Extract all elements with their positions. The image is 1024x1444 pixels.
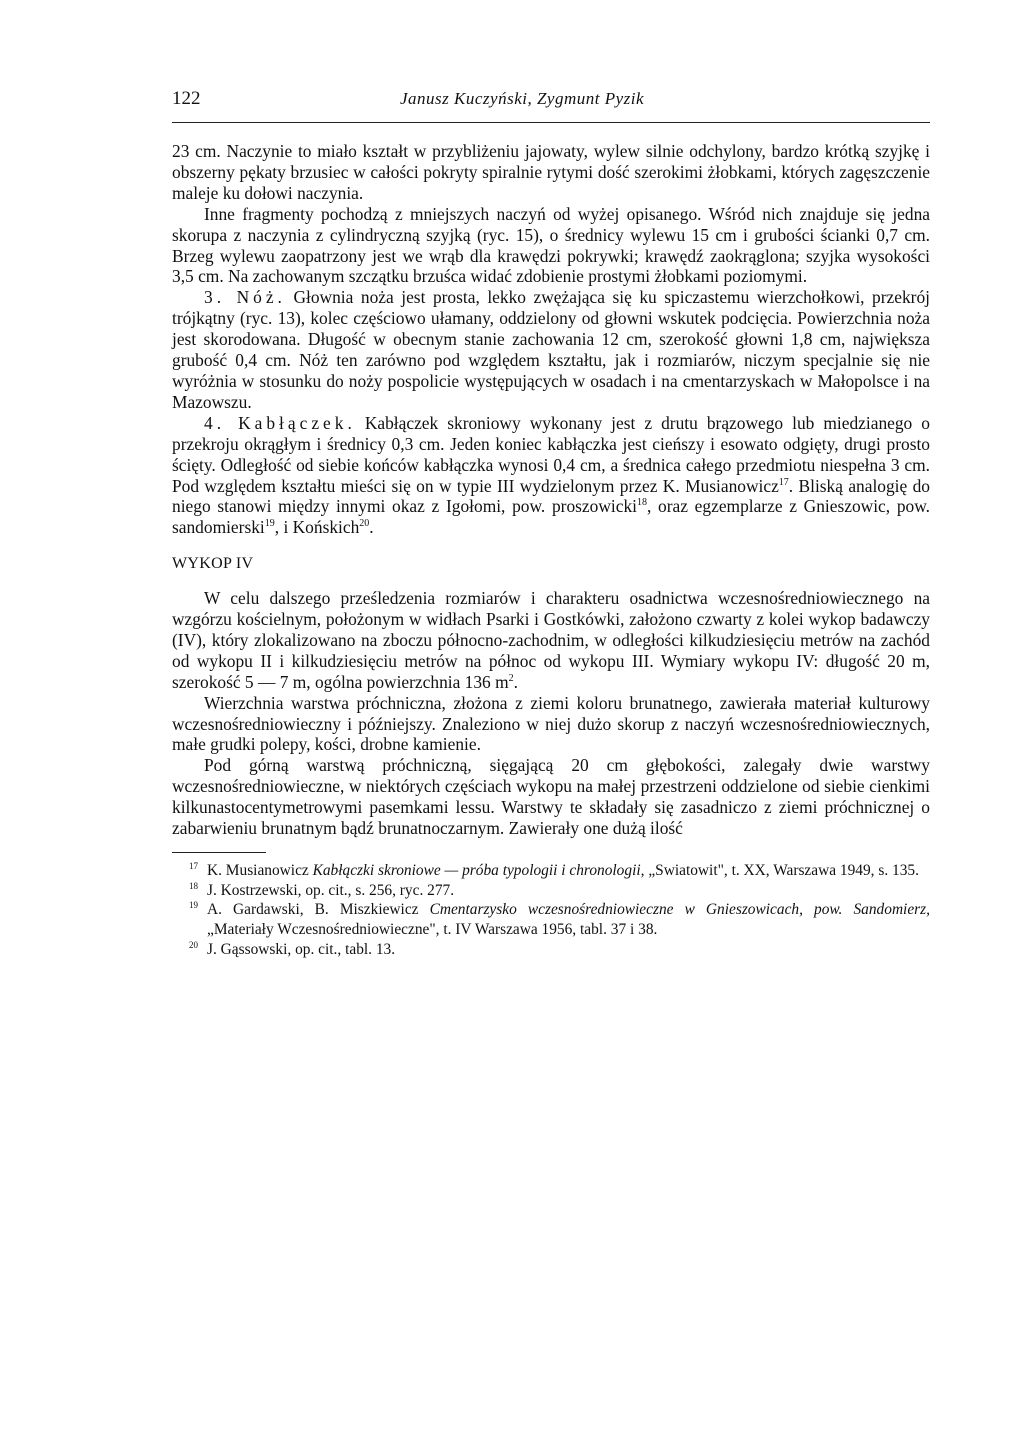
footnote	[172, 900, 930, 939]
footnote-text	[207, 881, 930, 901]
paragraph-text: , i Końskich	[274, 517, 360, 538]
paragraph	[172, 287, 930, 412]
paragraph: Wierzchnia warstwa próchniczna, złożona z ziemi koloru brunatnego, zawierała materiał kulturowy wczesnośredniowieczny i późniejszy. Znaleziono w niej dużo skorup z naczyń wczesnośredniowiecznych, małe grudki polepy, kości, drobne kamienie.	[172, 692, 930, 755]
item-label: 3. Nóż.	[204, 287, 286, 308]
footnote-author: K. Musianowicz	[207, 862, 309, 879]
paragraph-text: .	[513, 671, 518, 692]
footnote-ref: 19	[264, 518, 275, 530]
paragraph-text: Głownia noża jest prosta, lekko zwężająca się ku spiczastemu wierzchołkowi, przekrój trójkątny (ryc. 13), kolec częściowo ułamany, oddzielony od głowni wskutek podcięcia. Powierzchnia noża jest skorodowana. Długość w obecnym stanie zachowania 12 cm, szerokość głowni 1,8 cm, największa grubość 0,4 cm. Nóż ten zarówno pod względem kształtu, jak i rozmiarów, niczym specjalnie się nie wyróżnia w stosunku do noży pospolicie występujących w osadach i na cmentarzyskach w Małopolsce i na Mazowszu.	[172, 287, 930, 412]
superscript: 2	[508, 672, 514, 684]
footnote-mark: 18	[189, 880, 198, 891]
footnote-text	[207, 940, 930, 960]
section-heading: WYKOP IV	[172, 555, 254, 573]
running-head: Janusz Kuczyński, Zygmunt Pyzik	[400, 89, 645, 108]
footnote-rest: „Materiały Wczesnośredniowieczne", t. IV Warszawa 1956, tabl. 37 i 38.	[207, 921, 658, 939]
footnote-author: A. Gardawski, B. Miszkiewicz	[207, 901, 419, 919]
footnote-text	[207, 900, 930, 939]
footnote-rest: J. Gąssowski, op. cit., tabl. 13.	[207, 940, 396, 958]
footnote-mark: 19	[189, 900, 198, 911]
item-label: 4. Kabłączek.	[204, 412, 356, 433]
paragraph-text: Kabłączek skroniowy wykonany jest z drutu brązowego lub miedzianego o przekroju okrągłym i średnicy 0,3 cm. Jeden koniec kabłączka jest cieńszy i esowato odgięty, drugi prosto ścięty. Odległość od siebie końców kabłączka wynosi 0,4 cm, a średnica całego przedmiotu niespełna 3 cm. Pod względem kształtu mieści się on w typie III wydzielonym przez K. Musianowicz	[172, 412, 930, 496]
paragraph	[172, 413, 930, 538]
footnote-ref: 17	[778, 476, 789, 488]
footnote-mark: 20	[189, 939, 198, 950]
paragraph: Inne fragmenty pochodzą z mniejszych naczyń od wyżej opisanego. Wśród nich znajduje się jedna skorupa z naczynia z cylindryczną szyjką (ryc. 15), o średnicy wylewu 15 cm i grubości ścianki 0,7 cm. Brzeg wylewu zaopatrzony jest we wrąb dla krawędzi pokrywki; krawędź zaokrąglona; szyjka wysokości 3,5 cm. Na zachowanym szczątku brzuśca widać zdobienie prostymi żłobkami poziomymi.	[172, 203, 930, 287]
paragraph-text: . Bliską analogię do niego stanowi między innymi okaz z Igołomi, pow. proszowicki	[172, 475, 930, 517]
paragraph: Pod górną warstwą próchniczną, sięgającą 20 cm głębokości, zalegały dwie warstwy wczesnośredniowieczne, w niektórych częściach wykopu na małej przestrzeni oddzielone od siebie cienkimi kilkunastocentymetrowymi pasemkami lessu. Warstwy te składały się zasadniczo z ziemi próchnicznej o zabarwieniu brunatnym bądź brunatnoczarnym. Zawierały one dużą ilość	[172, 755, 930, 839]
footnote	[172, 861, 930, 881]
paragraph: 23 cm. Naczynie to miało kształt w przybliżeniu jajowaty, wylew silnie odchylony, bardzo krótką szyjkę i obszerny pękaty brzusiec w całości pokryty spiralnie rytymi dość szerokimi żłobkami, których zagęszczenie maleje ku dołowi naczynia.	[172, 141, 930, 203]
footnote-rest: „Swiatowit", t. XX, Warszawa 1949, s. 135.	[648, 862, 919, 879]
paragraph	[172, 588, 930, 693]
footnote-text	[207, 861, 930, 881]
paragraph-text: W celu dalszego prześledzenia rozmiarów i charakteru osadnictwa wczesnośredniowiecznego na wzgórzu kościelnym, położonym w widłach Psarki i Gostkówki, założono czwarty z kolei wykop badawczy (IV), który zlokalizowano na zboczu północno-zachodnim, w odległości kilkudziesięciu metrów na zachód od wykopu II i kilkudziesięciu metrów na północ od wykopu III. Wymiary wykopu IV: długość 20 m, szerokość 5 — 7 m, ogólna powierzchnia 136 m	[172, 588, 930, 692]
footnote-mark: 17	[189, 861, 198, 871]
paragraph-text: , oraz egzemplarze z Gnieszowic, pow. sandomierski	[172, 496, 930, 538]
page-header	[172, 88, 930, 123]
footnote-ref: 18	[637, 497, 647, 509]
footnote	[172, 940, 930, 960]
footnotes	[172, 861, 930, 960]
footnote-rest: J. Kostrzewski, op. cit., s. 256, ryc. 277.	[207, 881, 455, 899]
footnote-title: Cmentarzysko wczesnośredniowieczne w Gnieszowicach, pow. Sandomierz,	[429, 901, 930, 919]
page-number: 122	[172, 88, 201, 109]
body-text	[172, 141, 930, 839]
footnote-title: Kabłączki skroniowe — próba typologii i chronologii,	[312, 862, 645, 879]
footnote-divider	[172, 852, 266, 853]
page	[172, 88, 930, 960]
paragraph-text: .	[369, 517, 374, 538]
footnote-ref: 20	[359, 518, 370, 530]
footnote	[172, 881, 930, 901]
